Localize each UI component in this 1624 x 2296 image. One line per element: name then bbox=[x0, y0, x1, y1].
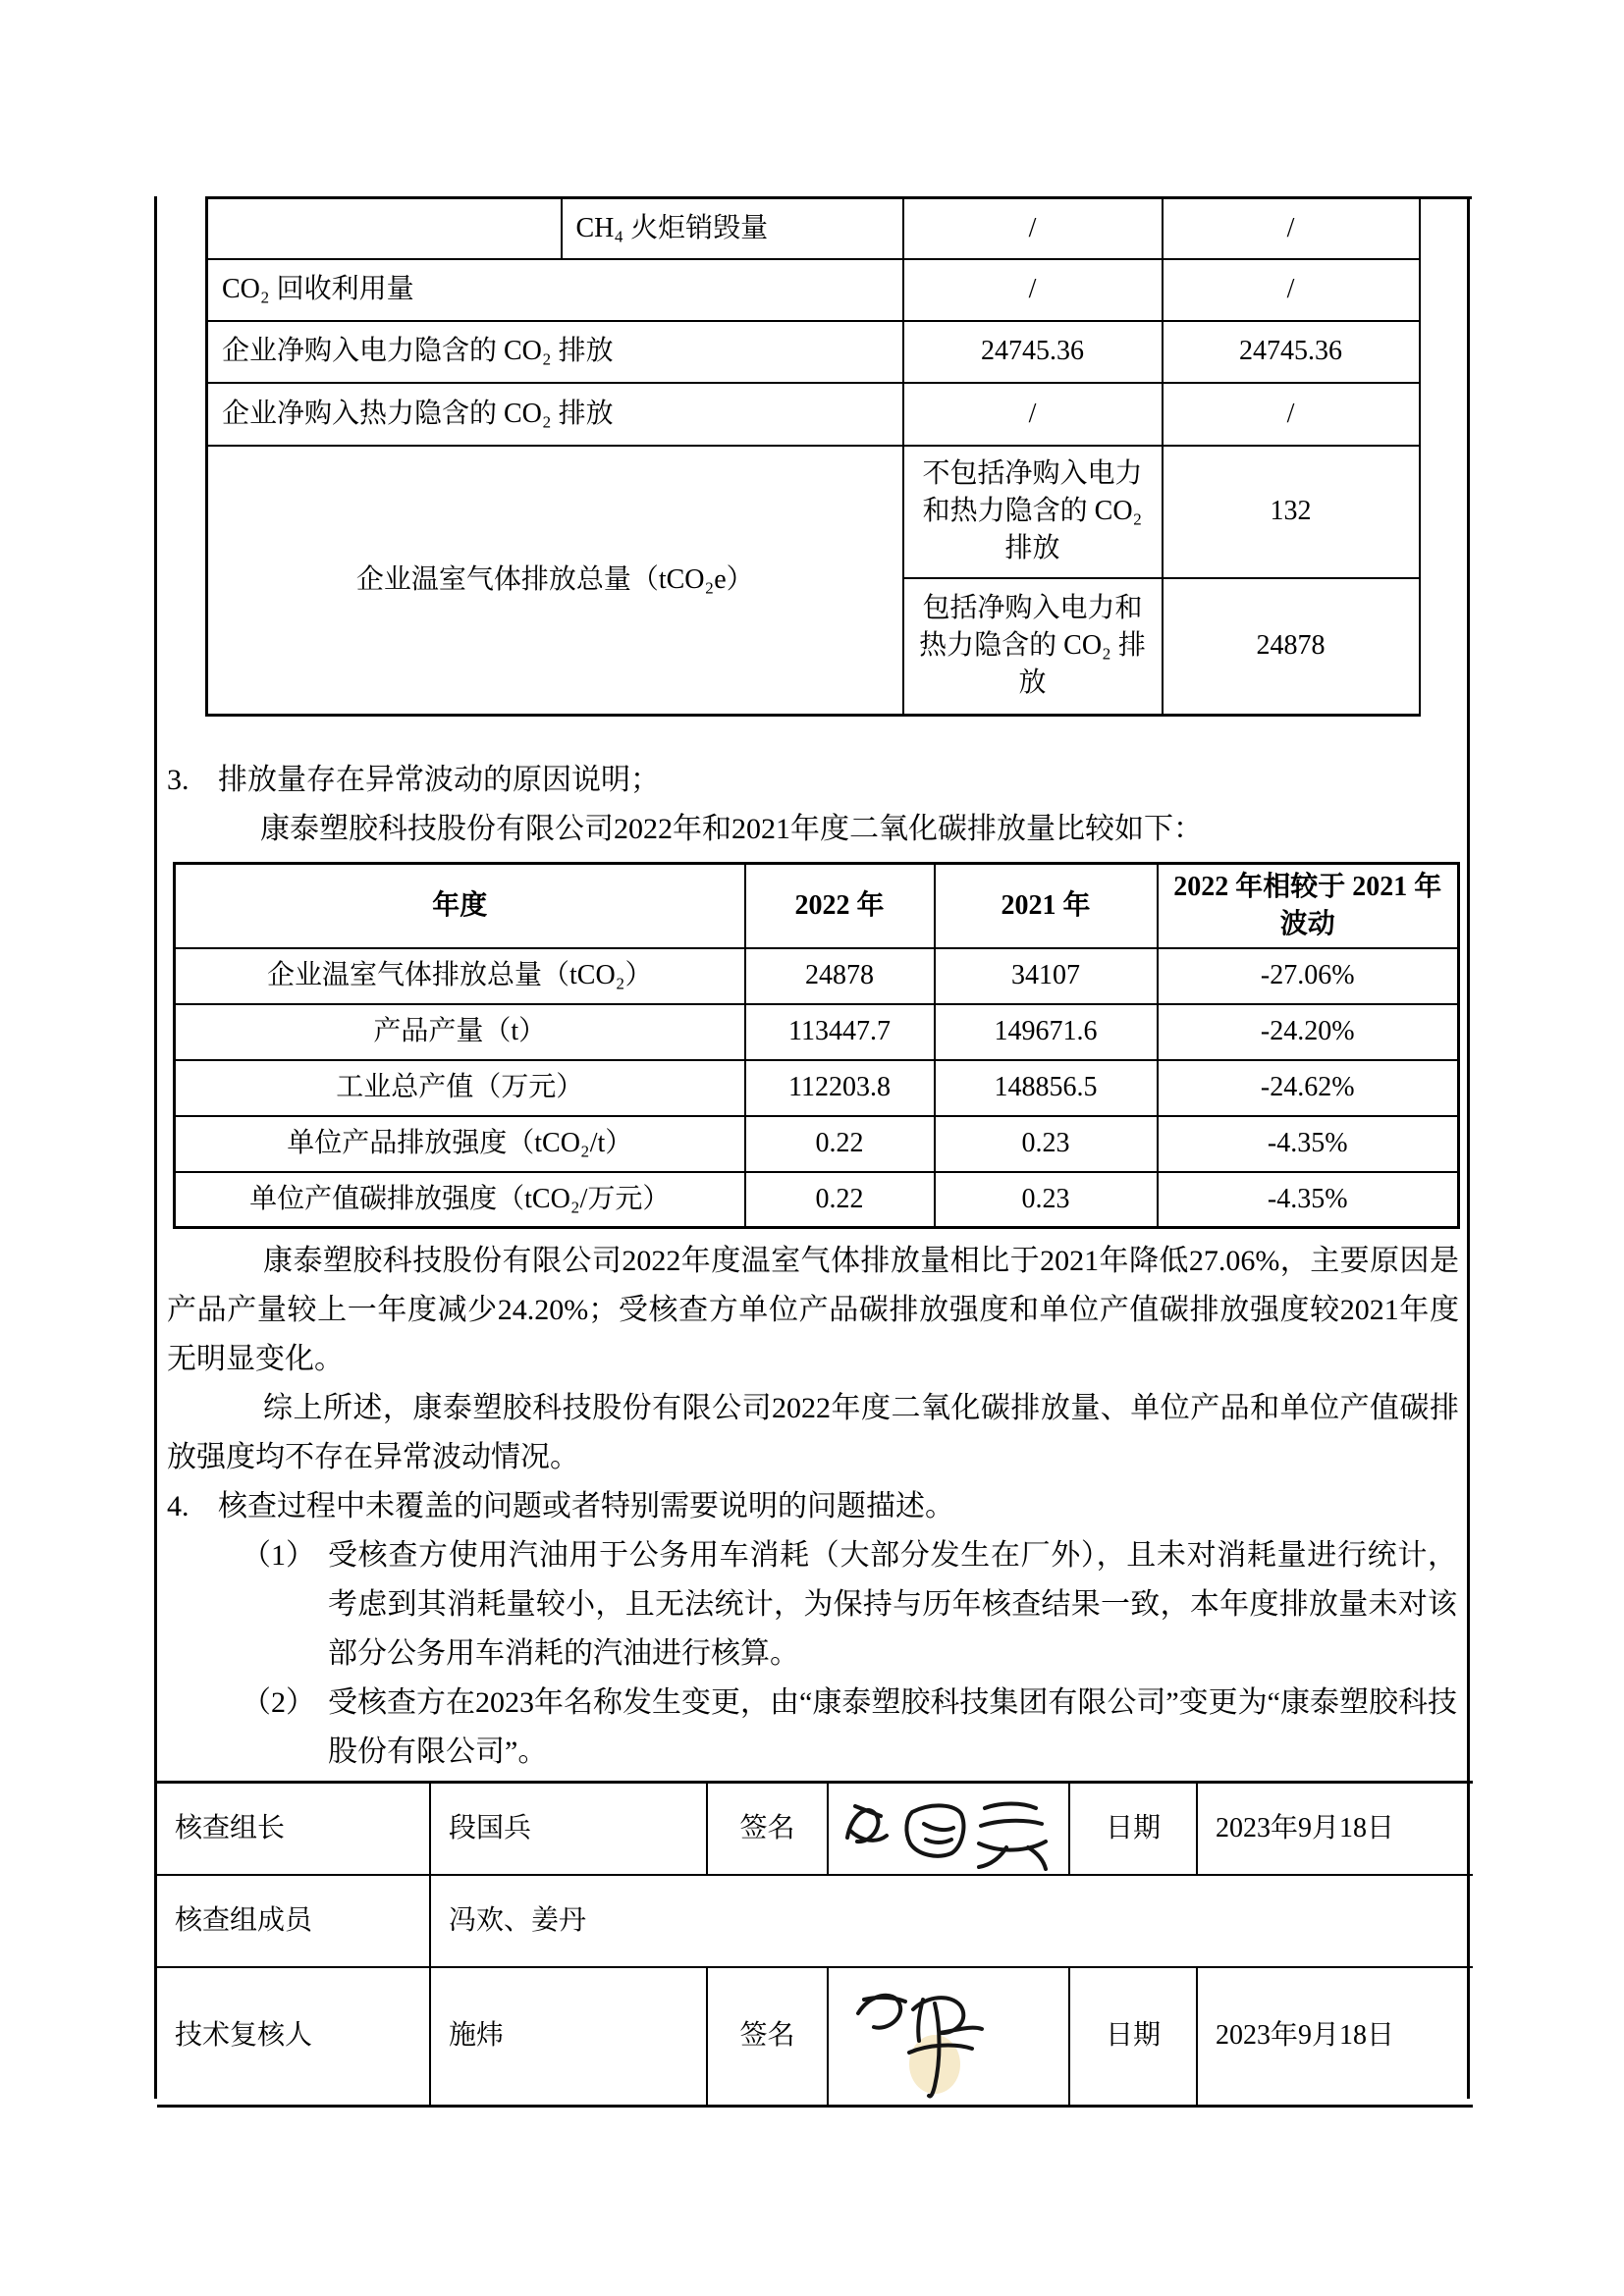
page-frame bbox=[154, 196, 1470, 2099]
section-3-number: 3. bbox=[167, 764, 189, 796]
comparison-cell: 产品产量（t） bbox=[175, 1004, 745, 1060]
sign-label: 签名 bbox=[707, 1967, 828, 2107]
emissions-empty-cell bbox=[207, 198, 562, 259]
handwritten-signature-icon bbox=[836, 1787, 1061, 1871]
comparison-header: 2022 年相较于 2021 年波动 bbox=[1158, 864, 1459, 948]
signer-name: 施炜 bbox=[430, 1967, 707, 2107]
comparison-cell: -24.62% bbox=[1158, 1060, 1459, 1116]
emissions-row-value-2021: / bbox=[1163, 259, 1420, 321]
comparison-cell: 149671.6 bbox=[935, 1004, 1158, 1060]
comparison-header: 2022 年 bbox=[745, 864, 935, 948]
emissions-total-value: 132 bbox=[1163, 446, 1420, 578]
emissions-total-sublabel: 包括净购入电力和热力隐含的 CO₂ 排放 bbox=[903, 578, 1163, 716]
comparison-cell: 24878 bbox=[745, 948, 935, 1004]
signature-duanguobing bbox=[828, 1783, 1069, 1875]
emissions-table bbox=[205, 196, 1472, 717]
emissions-row-label: 企业净购入电力隐含的 CO₂ 排放 bbox=[207, 321, 903, 383]
sign-date: 2023年9月18日 bbox=[1197, 1783, 1473, 1875]
comparison-cell: 0.22 bbox=[745, 1116, 935, 1172]
handwritten-signature-icon bbox=[840, 1970, 1056, 2102]
emissions-row-value-2022: / bbox=[903, 198, 1163, 259]
comparison-cell: 112203.8 bbox=[745, 1060, 935, 1116]
emissions-total-sublabel: 不包括净购入电力和热力隐含的 CO₂ 排放 bbox=[903, 446, 1163, 578]
comparison-cell: 0.22 bbox=[745, 1172, 935, 1228]
comparison-cell: -24.20% bbox=[1158, 1004, 1459, 1060]
signer-name: 段国兵 bbox=[430, 1783, 707, 1875]
comparison-header: 2021 年 bbox=[935, 864, 1158, 948]
signer-role: 技术复核人 bbox=[157, 1967, 430, 2107]
comparison-cell: 单位产值碳排放强度（tCO₂/万元） bbox=[175, 1172, 745, 1228]
note-item-text: 受核查方使用汽油用于公务用车消耗（大部分发生在厂外），且未对消耗量进行统计，考虑到其消耗量较小，且无法统计，为保持与历年核查结果一致，本年度排放量未对该部分公务用车消耗的汽油进行核算。 bbox=[328, 1539, 1457, 1670]
date-label: 日期 bbox=[1069, 1967, 1197, 2107]
note-item-text: 受核查方在2023年名称发生变更，由“康泰塑胶科技集团有限公司”变更为“康泰塑胶科技股份有限公司”。 bbox=[328, 1686, 1457, 1768]
analysis-paragraph-2: 综上所述，康泰塑胶科技股份有限公司2022年度二氧化碳排放量、单位产品和单位产值碳排放强度均不存在异常波动情况。 bbox=[167, 1392, 1459, 1473]
comparison-cell: -4.35% bbox=[1158, 1116, 1459, 1172]
comparison-table bbox=[173, 862, 1460, 1229]
comparison-cell: 企业温室气体排放总量（tCO₂） bbox=[175, 948, 745, 1004]
note-item-number: （2） bbox=[242, 1686, 315, 1719]
emissions-total-label: 企业温室气体排放总量（tCO₂e） bbox=[207, 446, 903, 716]
emissions-right-strip bbox=[1420, 198, 1472, 716]
sign-date: 2023年9月18日 bbox=[1197, 1967, 1473, 2107]
note-item-number: （1） bbox=[242, 1539, 315, 1572]
section-4-heading bbox=[167, 1482, 1467, 1531]
emissions-row-value-2021: / bbox=[1163, 198, 1420, 259]
emissions-row-value-2021: 24745.36 bbox=[1163, 321, 1420, 383]
section-4-number: 4. bbox=[167, 1490, 189, 1522]
emissions-row-label: 企业净购入热力隐含的 CO₂ 排放 bbox=[207, 383, 903, 446]
emissions-row-label: CO₂ 回收利用量 bbox=[207, 259, 903, 321]
comparison-cell: 113447.7 bbox=[745, 1004, 935, 1060]
comparison-cell: 工业总产值（万元） bbox=[175, 1060, 745, 1116]
comparison-cell: 0.23 bbox=[935, 1116, 1158, 1172]
emissions-row-value-2022: / bbox=[903, 259, 1163, 321]
comparison-cell: 148856.5 bbox=[935, 1060, 1158, 1116]
emissions-row-value-2022: / bbox=[903, 383, 1163, 446]
section-3-intro: 康泰塑胶科技股份有限公司2022年和2021年度二氧化碳排放量比较如下： bbox=[260, 813, 1203, 845]
note-item-1 bbox=[242, 1531, 1457, 1679]
signature-table bbox=[157, 1781, 1473, 2108]
comparison-cell: 34107 bbox=[935, 948, 1158, 1004]
signer-name: 冯欢、姜丹 bbox=[430, 1875, 1473, 1967]
signature-shiwei bbox=[828, 1967, 1069, 2107]
analysis-paragraph-1: 康泰塑胶科技股份有限公司2022年度温室气体排放量相比于2021年降低27.06%，主要原因是产品产量较上一年度减少24.20%；受核查方单位产品碳排放强度和单位产值碳排放强度较2021年度无明显变化。 bbox=[167, 1245, 1459, 1375]
comparison-cell: -4.35% bbox=[1158, 1172, 1459, 1228]
comparison-header: 年度 bbox=[175, 864, 745, 948]
signer-role: 核查组长 bbox=[157, 1783, 430, 1875]
date-label: 日期 bbox=[1069, 1783, 1197, 1875]
comparison-cell: 单位产品排放强度（tCO₂/t） bbox=[175, 1116, 745, 1172]
emissions-row-value-2021: / bbox=[1163, 383, 1420, 446]
emissions-total-value: 24878 bbox=[1163, 578, 1420, 716]
section-4-title: 核查过程中未覆盖的问题或者特别需要说明的问题描述。 bbox=[218, 1490, 954, 1522]
note-item-2 bbox=[242, 1679, 1457, 1777]
section-3-title: 排放量存在异常波动的原因说明； bbox=[218, 764, 660, 796]
emissions-row-label: CH₄ 火炬销毁量 bbox=[562, 198, 903, 259]
emissions-row-value-2022: 24745.36 bbox=[903, 321, 1163, 383]
section-3-heading bbox=[167, 756, 1467, 805]
comparison-cell: -27.06% bbox=[1158, 948, 1459, 1004]
sign-label: 签名 bbox=[707, 1783, 828, 1875]
signer-role: 核查组成员 bbox=[157, 1875, 430, 1967]
comparison-cell: 0.23 bbox=[935, 1172, 1158, 1228]
